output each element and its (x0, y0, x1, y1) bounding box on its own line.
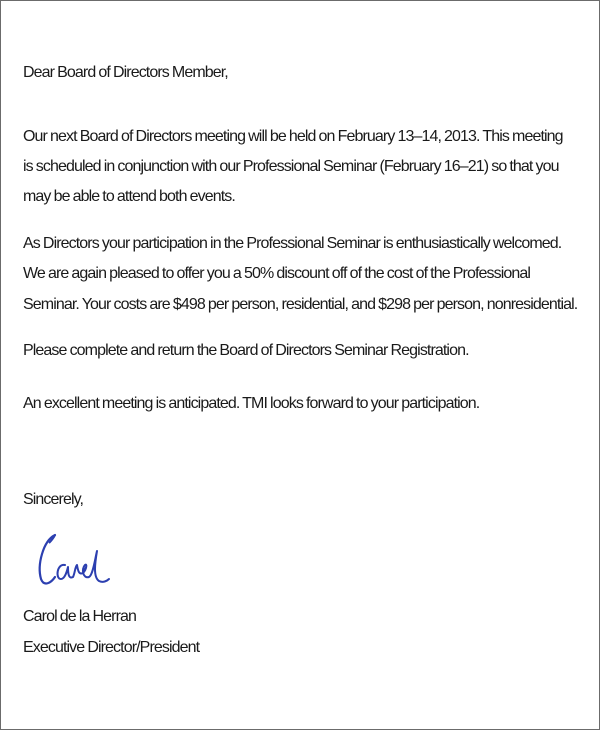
paragraph-3: Please complete and return the Board of Directors Seminar Registration. (23, 342, 469, 359)
closing: Sincerely, (23, 491, 84, 508)
paragraph-1-line-1: Our next Board of Directors meeting will be held on February 13–14, 2013. This meeting (23, 128, 563, 145)
paragraph-2-line-3: Seminar. Your costs are $498 per person, residential, and $298 per person, nonresidential. (23, 296, 578, 313)
handwritten-signature (35, 529, 111, 591)
salutation: Dear Board of Directors Member, (23, 64, 228, 81)
paragraph-2-line-2: We are again pleased to offer you a 50% discount off of the cost of the Professional (23, 265, 531, 282)
paragraph-1-line-2: is scheduled in conjunction with our Professional Seminar (February 16–21) so that you (23, 158, 559, 175)
paragraph-4: An excellent meeting is anticipated. TMI looks forward to your participation. (23, 395, 480, 412)
signer-title: Executive Director/President (23, 639, 200, 656)
paragraph-1-line-3: may be able to attend both events. (23, 188, 235, 205)
paragraph-2-line-1: As Directors your participation in the Professional Seminar is enthusiastically welcomed. (23, 235, 562, 252)
signer-name: Carol de la Herran (23, 608, 137, 625)
